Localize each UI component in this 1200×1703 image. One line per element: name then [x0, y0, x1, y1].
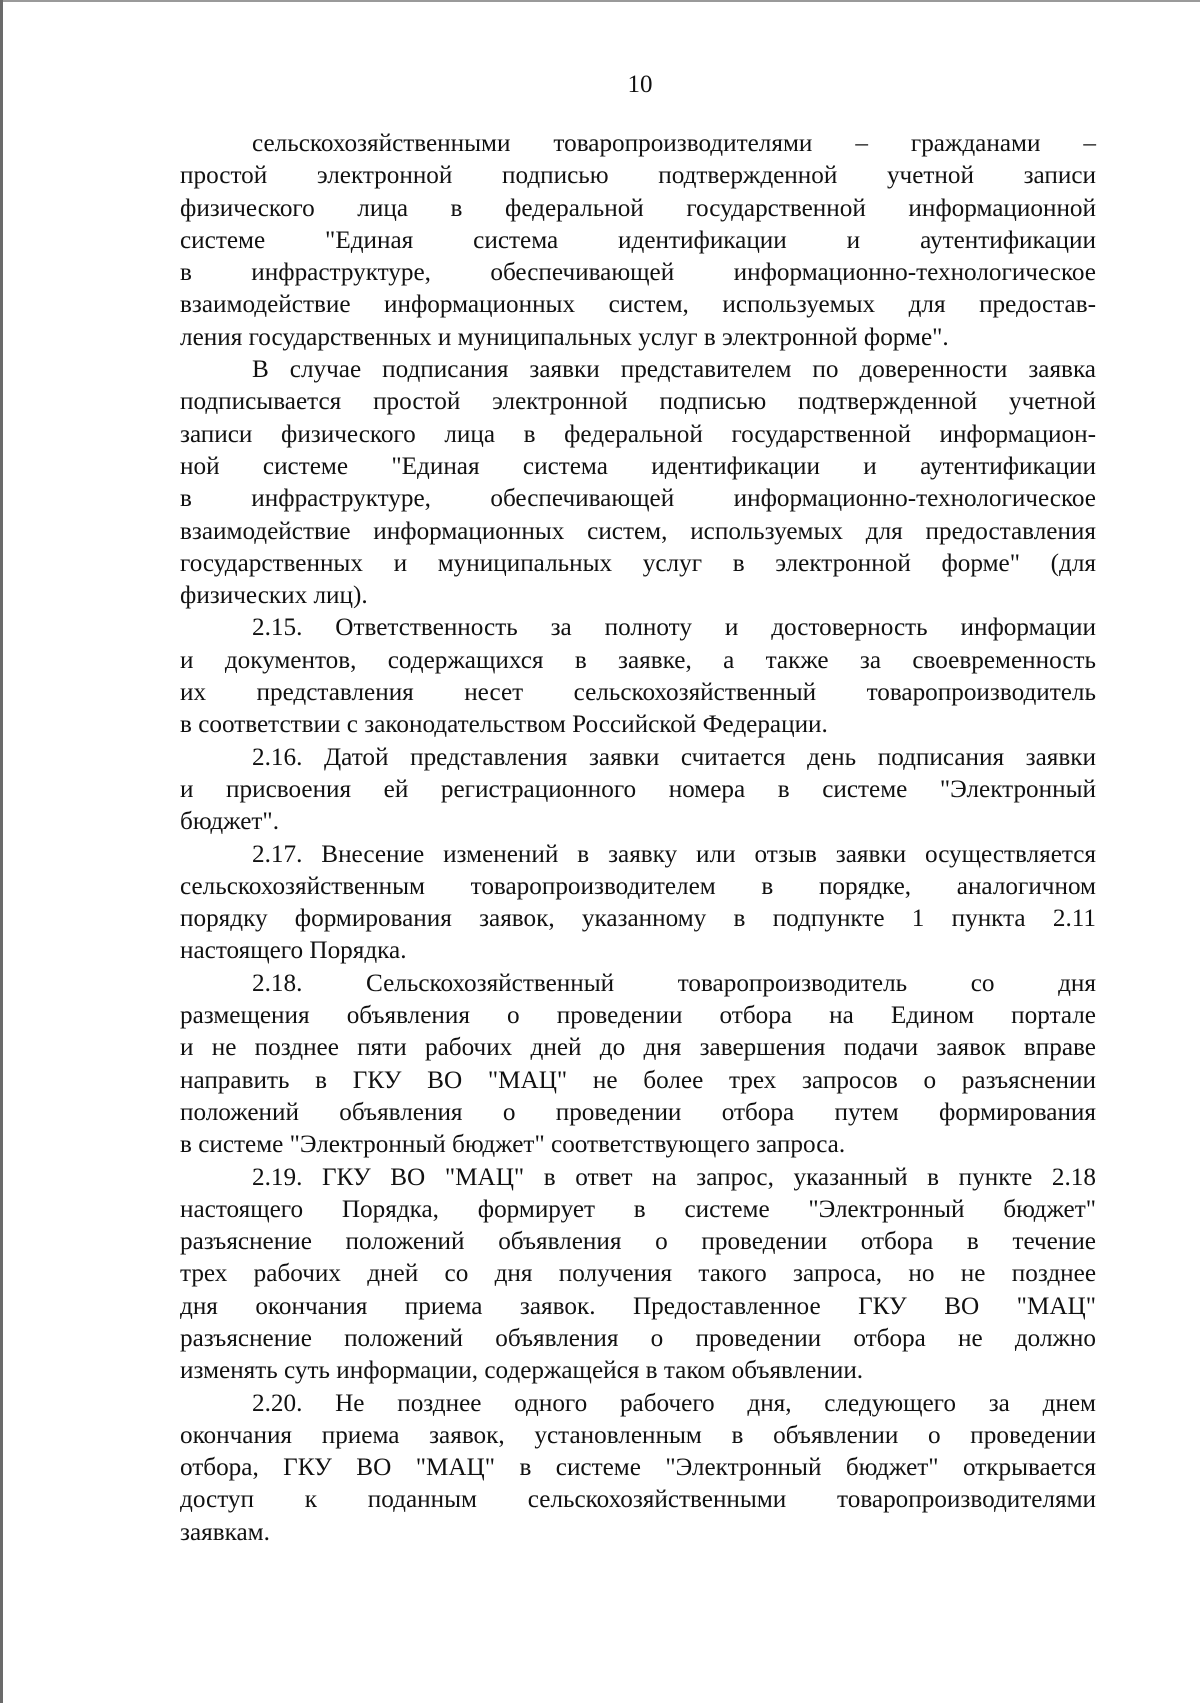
text-line: физических лиц).	[180, 582, 368, 610]
paragraph-2-18	[180, 968, 1096, 1162]
text-line: заявкам.	[180, 1518, 270, 1546]
text-line: разъяснение положений объявления о проведении отбора в течение	[180, 1228, 1096, 1256]
text-line: отбора, ГКУ ВО "МАЦ" в системе "Электронный бюджет" открывается	[180, 1454, 1096, 1482]
text-line: государственных и муниципальных услуг в электронной форме" (для	[180, 549, 1096, 577]
text-line: 2.16. Датой представления заявки считается день подписания заявки	[252, 743, 1096, 771]
text-line: В случае подписания заявки представителем по доверенности заявка	[252, 356, 1096, 384]
text-line: 2.17. Внесение изменений в заявку или отзыв заявки осуществляется	[252, 840, 1096, 868]
paragraph-signature-citizens	[180, 128, 1096, 354]
text-line: 2.15. Ответственность за полноту и достоверность информации	[252, 614, 1096, 642]
text-line: ления государственных и муниципальных услуг в электронной форме".	[180, 323, 949, 351]
text-line: подписывается простой электронной подписью подтвержденной учетной	[180, 388, 1096, 416]
text-line: 2.19. ГКУ ВО "МАЦ" в ответ на запрос, указанный в пункте 2.18	[252, 1163, 1096, 1191]
text-line: направить в ГКУ ВО "МАЦ" не более трех запросов о разъяснении	[180, 1066, 1096, 1094]
text-line: бюджет".	[180, 808, 280, 836]
scan-left-edge	[0, 0, 3, 1703]
paragraph-2-16	[180, 742, 1096, 839]
text-line: их представления несет сельскохозяйственный товаропроизводитель	[180, 679, 1096, 707]
text-line: взаимодействие информационных систем, используемых для предоставления	[180, 517, 1096, 545]
text-line: и не позднее пяти рабочих дней до дня завершения подачи заявок вправе	[180, 1034, 1096, 1062]
text-line: сельскохозяйственным товаропроизводителем в порядке, аналогичном	[180, 872, 1096, 900]
text-line: записи физического лица в федеральной государственной информацион-	[180, 420, 1096, 448]
text-line: в соответствии с законодательством Российской Федерации.	[180, 711, 828, 739]
text-line: размещения объявления о проведении отбора на Едином портале	[180, 1002, 1096, 1030]
paragraph-2-20	[180, 1388, 1096, 1549]
text-line: разъяснение положений объявления о проведении отбора не должно	[180, 1324, 1096, 1352]
text-line: и документов, содержащихся в заявке, а также за своевременность	[180, 646, 1096, 674]
text-line: в инфраструктуре, обеспечивающей информационно-технологическое	[180, 485, 1096, 513]
text-line: взаимодействие информационных систем, используемых для предостав-	[180, 291, 1096, 319]
text-line: трех рабочих дней со дня получения такого запроса, но не позднее	[180, 1260, 1096, 1288]
text-line: системе "Единая система идентификации и аутентификации	[180, 226, 1096, 254]
text-line: в системе "Электронный бюджет" соответствующего запроса.	[180, 1131, 846, 1159]
text-line: 2.20. Не позднее одного рабочего дня, следующего за днем	[252, 1389, 1096, 1417]
text-line: ной системе "Единая система идентификации и аутентификации	[180, 452, 1096, 480]
paragraph-signature-representative	[180, 354, 1096, 612]
text-line: и присвоения ей регистрационного номера в системе "Электронный	[180, 775, 1096, 803]
scan-top-edge	[0, 0, 1200, 2]
text-line: изменять суть информации, содержащейся в таком объявлении.	[180, 1357, 864, 1385]
text-line: дня окончания приема заявок. Предоставленное ГКУ ВО "МАЦ"	[180, 1292, 1096, 1320]
paragraph-2-15	[180, 612, 1096, 741]
text-line: физического лица в федеральной государственной информационной	[180, 194, 1096, 222]
text-line: настоящего Порядка, формирует в системе "Электронный бюджет"	[180, 1195, 1096, 1223]
text-line: окончания приема заявок, установленным в объявлении о проведении	[180, 1421, 1096, 1449]
text-line: в инфраструктуре, обеспечивающей информационно-технологическое	[180, 259, 1096, 287]
paragraph-2-17	[180, 839, 1096, 968]
text-line: простой электронной подписью подтвержденной учетной записи	[180, 162, 1096, 190]
text-line: положений объявления о проведении отбора путем формирования	[180, 1098, 1096, 1126]
paragraph-2-19	[180, 1162, 1096, 1388]
text-line: доступ к поданным сельскохозяйственными товаропроизводителями	[180, 1486, 1096, 1514]
document-body	[180, 128, 1096, 1549]
text-line: 2.18. Сельскохозяйственный товаропроизводитель со дня	[252, 969, 1096, 997]
text-line: порядку формирования заявок, указанному в подпункте 1 пункта 2.11	[180, 905, 1096, 933]
text-line: настоящего Порядка.	[180, 937, 407, 965]
text-line: сельскохозяйственными товаропроизводителями – гражданами –	[252, 130, 1096, 157]
page-number: 10	[627, 71, 653, 98]
